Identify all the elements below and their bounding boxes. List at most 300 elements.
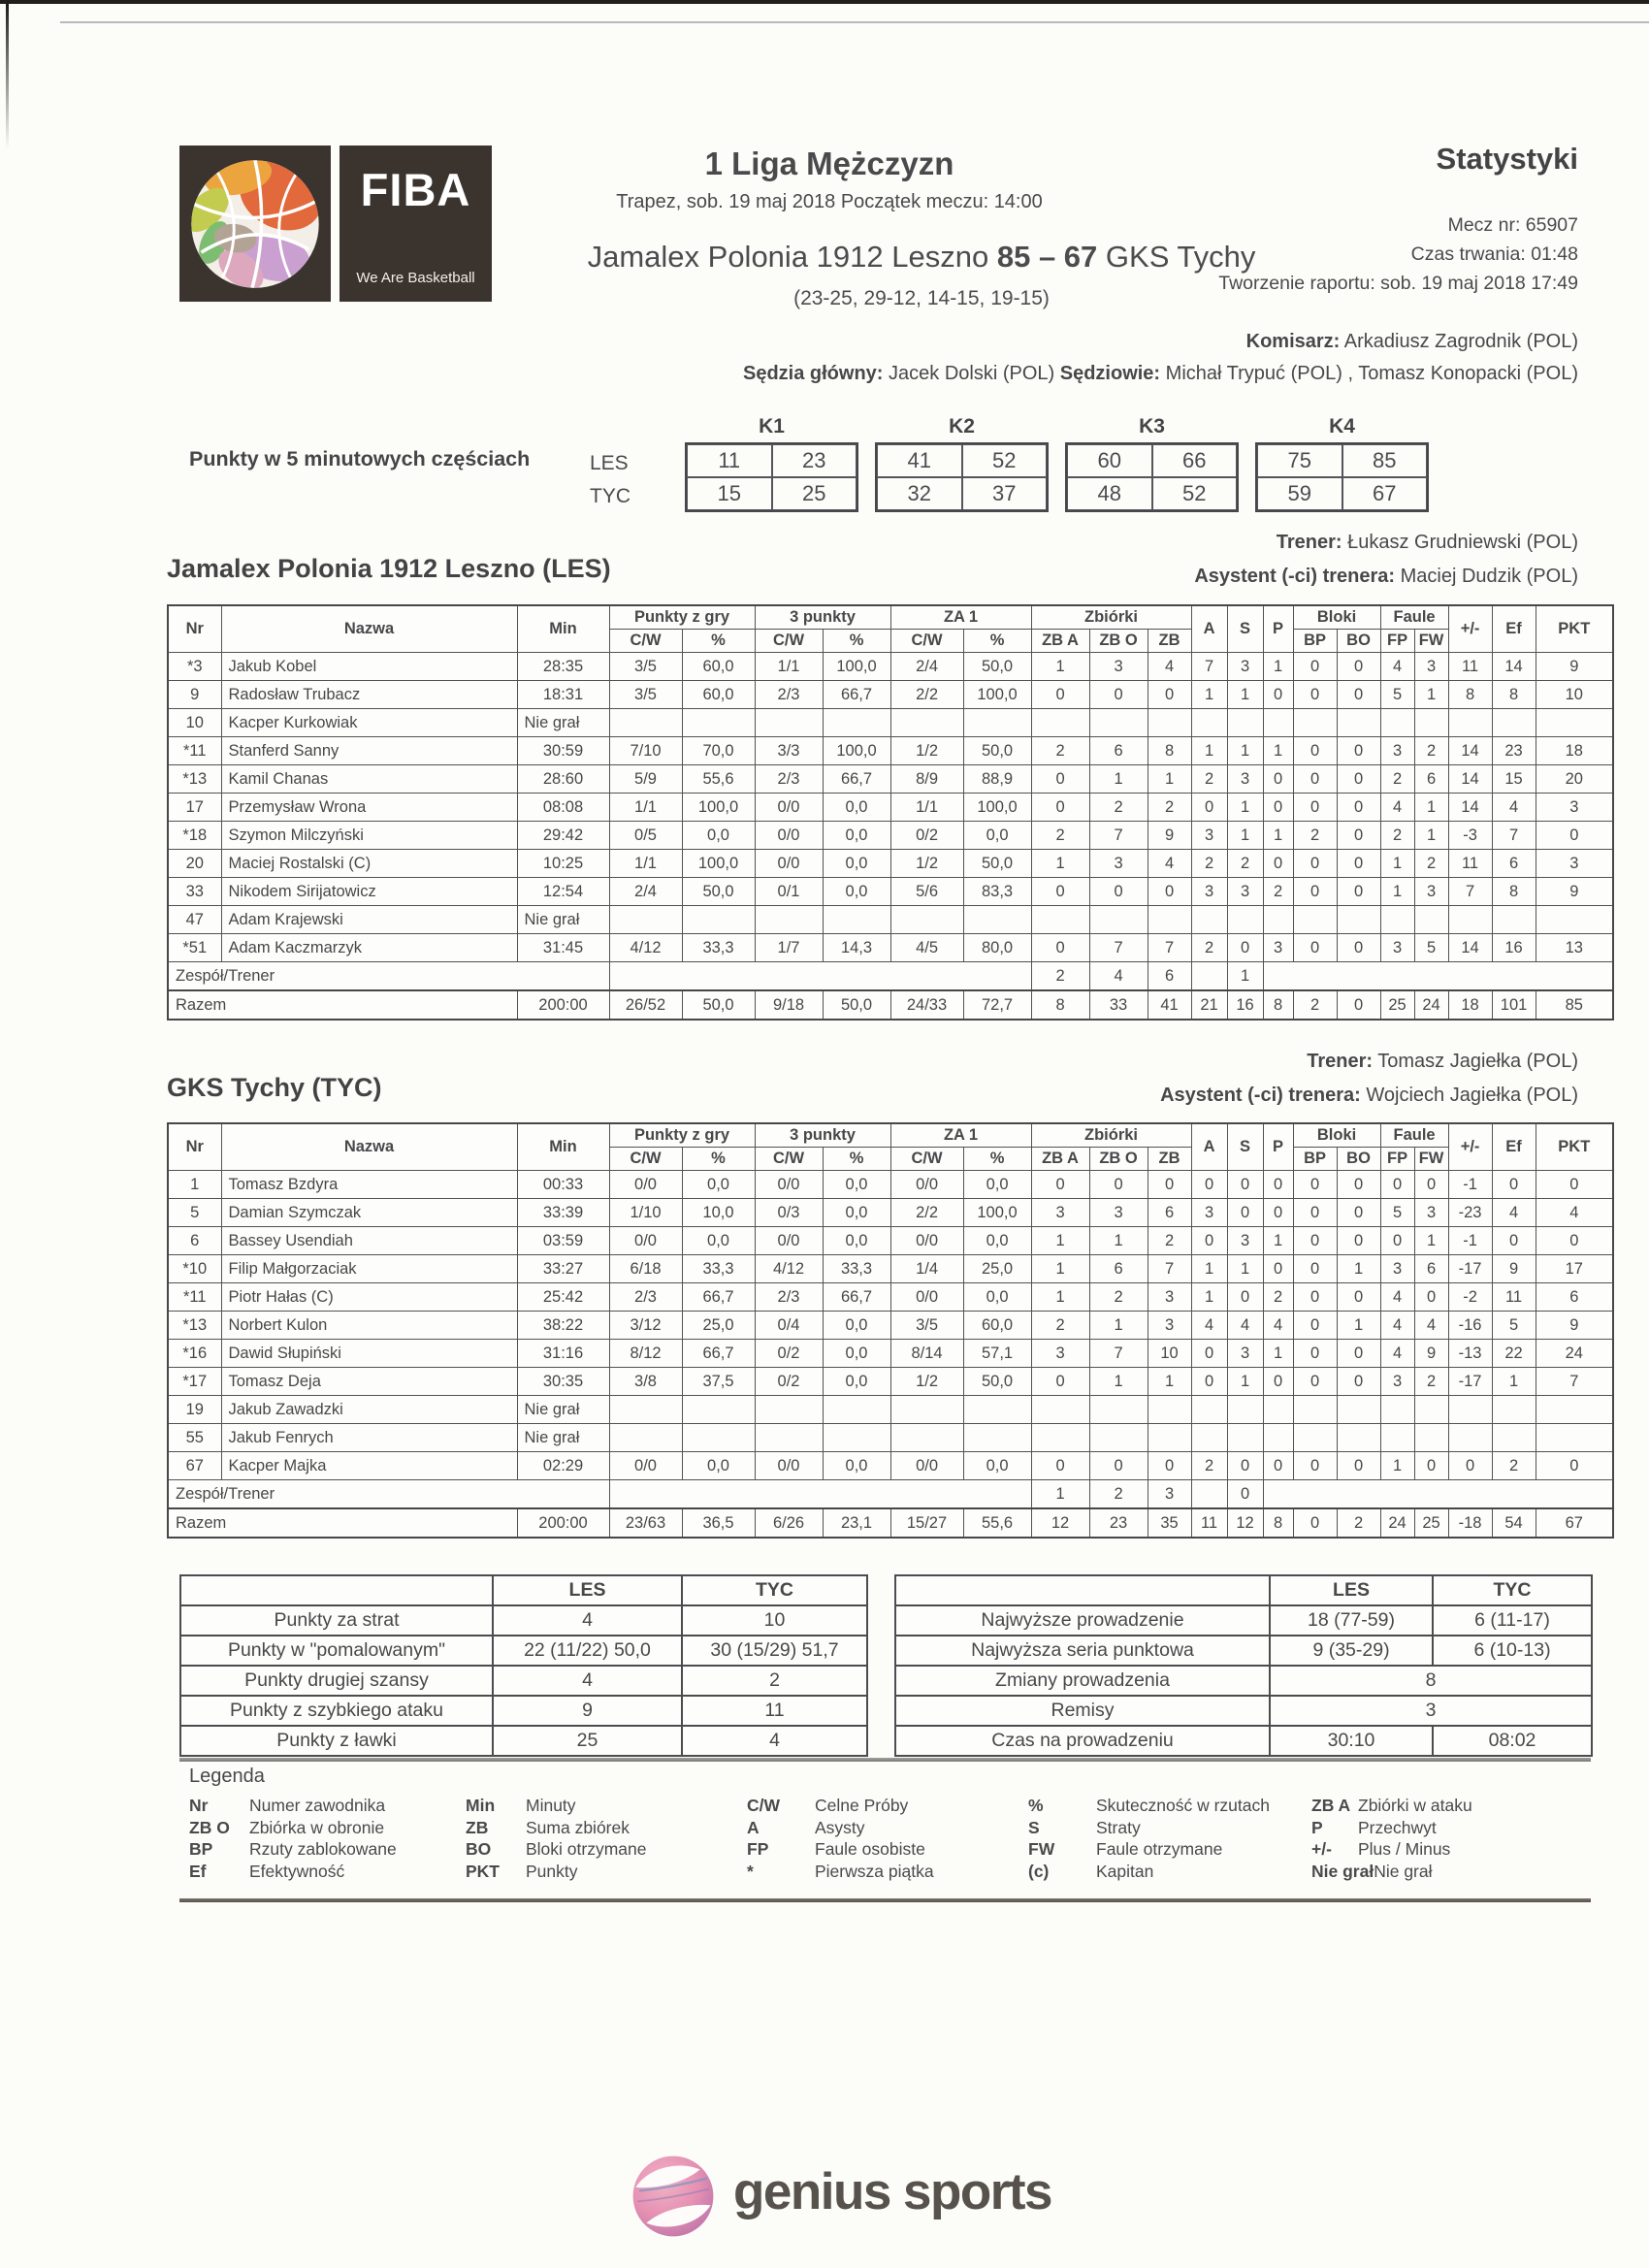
legend-entry	[466, 1817, 747, 1839]
legend-entry	[747, 1817, 1028, 1839]
stat-cell: 37,5	[682, 1368, 755, 1396]
stat-cell: 5/6	[890, 878, 963, 906]
stat-cell	[1089, 1396, 1148, 1424]
legend-entry	[189, 1817, 466, 1839]
player-number: 19	[168, 1396, 221, 1424]
stat-cell: 1	[1148, 765, 1191, 794]
legend-definition: Zbiórka w obronie	[249, 1817, 385, 1837]
stat-cell	[755, 709, 823, 737]
stat-cell	[1448, 709, 1492, 737]
stat-cell: 0	[1293, 765, 1337, 794]
legend	[189, 1795, 1605, 1882]
stat-cell: 1/4	[890, 1255, 963, 1283]
th: BO	[1337, 1148, 1380, 1171]
legend-abbr: FP	[747, 1839, 769, 1859]
stat-cell: 0	[1414, 1283, 1448, 1312]
team-coach-label: Zespół/Trener	[168, 1480, 609, 1509]
stat-cell: 0,0	[823, 1368, 890, 1396]
venue-datetime: Trapez, sob. 19 maj 2018 Początek meczu: 14:00	[616, 191, 1043, 212]
metric-value: 11	[682, 1696, 867, 1726]
player-name: Kamil Chanas	[221, 765, 517, 794]
stat-cell: 17	[1536, 1255, 1613, 1283]
stat-cell: 8	[1148, 737, 1191, 765]
comparison-row	[895, 1726, 1592, 1756]
player-row	[168, 1340, 1613, 1368]
player-row	[168, 934, 1613, 962]
legend-abbr: C/W	[747, 1796, 781, 1815]
metric-value: 3	[1270, 1696, 1592, 1726]
stat-cell: 3	[1227, 878, 1263, 906]
stat-cell: 0	[1191, 1340, 1227, 1368]
totals-row	[168, 990, 1613, 1020]
stat-cell: 8/14	[890, 1340, 963, 1368]
comparison-row	[180, 1605, 867, 1636]
stat-cell: 3	[1031, 1199, 1089, 1227]
player-name: Radosław Trubacz	[221, 681, 517, 709]
legend-entry	[1028, 1817, 1311, 1839]
stat-cell	[1414, 1396, 1448, 1424]
legend-entry	[747, 1795, 1028, 1817]
player-number: 6	[168, 1227, 221, 1255]
tbody	[168, 653, 1613, 1021]
player-name: Jakub Zawadzki	[221, 1396, 517, 1424]
metric-label: Najwyższe prowadzenie	[895, 1605, 1270, 1636]
legend-entry	[466, 1838, 747, 1861]
stat-cell: 10,0	[682, 1199, 755, 1227]
stat-cell	[1414, 906, 1448, 934]
stat-cell: 23	[1089, 1508, 1148, 1538]
player-row	[168, 906, 1613, 934]
th: BP	[1293, 1148, 1337, 1171]
stat-cell: 70,0	[682, 737, 755, 765]
stat-cell: 2	[1293, 990, 1337, 1020]
stat-cell: 0/4	[755, 1312, 823, 1340]
tbody	[895, 1605, 1592, 1756]
stat-cell: 0/0	[890, 1227, 963, 1255]
stat-cell: 2	[1089, 794, 1148, 822]
stat-cell: 1	[1031, 1480, 1089, 1509]
fiba-ball-square	[179, 146, 331, 302]
stat-cell: 0/0	[890, 1283, 963, 1312]
player-name: Norbert Kulon	[221, 1312, 517, 1340]
stat-cell: 2	[1191, 1452, 1227, 1480]
stat-cell: 3	[1148, 1480, 1191, 1509]
metric-value: 18 (77-59)	[1270, 1605, 1433, 1636]
score-cell: 60	[1067, 444, 1152, 477]
minutes: 200:00	[517, 1508, 609, 1538]
stat-cell: 2/4	[609, 878, 682, 906]
player-row	[168, 709, 1613, 737]
stat-cell	[1380, 906, 1414, 934]
stat-cell	[823, 1424, 890, 1452]
stat-cell	[1263, 962, 1613, 991]
stat-cell: 0/0	[755, 1452, 823, 1480]
stat-cell: 3	[1031, 1340, 1089, 1368]
stat-cell: 54	[1492, 1508, 1536, 1538]
player-number: *11	[168, 737, 221, 765]
stat-cell: 0	[1337, 1368, 1380, 1396]
metric-value: 4	[493, 1605, 682, 1636]
stat-cell: -13	[1448, 1340, 1492, 1368]
stat-cell: 0	[1380, 1171, 1414, 1199]
stat-cell: 14	[1448, 934, 1492, 962]
stat-cell: 0,0	[963, 1227, 1031, 1255]
quarter-label: K4	[1329, 415, 1355, 437]
stat-cell: 0	[1536, 1171, 1613, 1199]
stat-cell: 1/10	[609, 1199, 682, 1227]
stat-cell: 3	[1227, 1227, 1263, 1255]
legend-abbr: BP	[189, 1839, 213, 1859]
stat-cell	[1227, 709, 1263, 737]
quarter-label: K2	[949, 415, 975, 437]
stat-cell: 0	[1536, 1227, 1613, 1255]
stat-cell: 2	[1293, 822, 1337, 850]
stat-cell: 3	[1536, 850, 1613, 878]
player-number: 33	[168, 878, 221, 906]
stat-cell: 1	[1337, 1312, 1380, 1340]
quarter-box	[1065, 442, 1239, 512]
stat-cell: 7	[1492, 822, 1536, 850]
th: ZB A	[1031, 630, 1089, 653]
stat-cell: 2	[1337, 1508, 1380, 1538]
player-number: *16	[168, 1340, 221, 1368]
stat-cell: 0/0	[755, 822, 823, 850]
quarter-row-team-les: LES	[590, 452, 629, 474]
stat-cell: 1	[1227, 822, 1263, 850]
player-row	[168, 681, 1613, 709]
stat-cell: 4	[1380, 1340, 1414, 1368]
stat-cell	[1380, 1424, 1414, 1452]
stat-cell: 0	[1227, 1480, 1263, 1509]
stat-cell: 66,7	[823, 1283, 890, 1312]
stat-cell: 16	[1227, 990, 1263, 1020]
stat-cell: 0	[1089, 1452, 1148, 1480]
stat-cell	[1448, 1424, 1492, 1452]
stat-cell: 0/0	[755, 850, 823, 878]
stat-cell: 1	[1089, 1312, 1148, 1340]
minutes: 03:59	[517, 1227, 609, 1255]
did-not-play: Nie grał	[517, 906, 609, 934]
legend-abbr: (c)	[1028, 1861, 1050, 1881]
stat-cell	[609, 962, 1031, 991]
legend-entry	[466, 1861, 747, 1883]
stat-cell: 4	[1148, 653, 1191, 681]
stat-cell: 0	[1293, 1452, 1337, 1480]
coach-label: Trener:	[1307, 1051, 1374, 1072]
stat-cell	[1492, 906, 1536, 934]
minutes: 00:33	[517, 1171, 609, 1199]
stat-cell: 9/18	[755, 990, 823, 1020]
stat-cell: 2	[1191, 850, 1227, 878]
stat-cell: 2	[1492, 1452, 1536, 1480]
stat-cell: 3	[1089, 1199, 1148, 1227]
stat-cell: 11	[1448, 850, 1492, 878]
stat-cell: 60,0	[963, 1312, 1031, 1340]
stat-cell: 0,0	[823, 1340, 890, 1368]
league-title: 1 Liga Mężczyzn	[704, 146, 954, 181]
th: Nazwa	[221, 605, 517, 653]
player-number: *17	[168, 1368, 221, 1396]
coach-name: Łukasz Grudniewski (POL)	[1347, 532, 1578, 553]
final-score: 85 – 67	[996, 240, 1098, 274]
stat-cell: 1	[1089, 1368, 1148, 1396]
stat-cell	[890, 1396, 963, 1424]
stat-cell: 3/5	[890, 1312, 963, 1340]
th: Ef	[1492, 1123, 1536, 1171]
tbody	[180, 1605, 867, 1756]
stat-cell: 3	[1089, 653, 1148, 681]
player-number: 5	[168, 1199, 221, 1227]
stat-cell: 0/1	[755, 878, 823, 906]
metric-value: 30 (15/29) 51,7	[682, 1636, 867, 1666]
metric-label: Punkty za strat	[180, 1605, 493, 1636]
comparison-row	[180, 1636, 867, 1666]
stat-cell: 0	[1337, 1452, 1380, 1480]
stat-cell: 55,6	[682, 765, 755, 794]
stat-cell: 6/26	[755, 1508, 823, 1538]
th: FW	[1414, 630, 1448, 653]
legend-definition: Minuty	[526, 1796, 576, 1815]
stat-cell: 3	[1227, 653, 1263, 681]
metric-label: Zmiany prowadzenia	[895, 1666, 1270, 1696]
th: C/W	[755, 1148, 823, 1171]
stat-cell: 1	[1227, 1368, 1263, 1396]
stat-cell: 7	[1448, 878, 1492, 906]
stat-cell	[1031, 1424, 1089, 1452]
stat-cell: 0	[1536, 1452, 1613, 1480]
did-not-play: Nie grał	[517, 1424, 609, 1452]
stat-cell: 0/0	[609, 1171, 682, 1199]
stat-cell: 7	[1089, 1340, 1148, 1368]
stat-cell: 1	[1263, 737, 1293, 765]
stat-cell: 0/5	[609, 822, 682, 850]
les-assistant-line	[1194, 566, 1578, 588]
tyc-team-heading: GKS Tychy (TYC)	[167, 1073, 382, 1102]
th: %	[963, 630, 1031, 653]
stat-cell: 0	[1337, 1340, 1380, 1368]
score-cell: 59	[1257, 477, 1342, 510]
player-row	[168, 878, 1613, 906]
stat-cell: 11	[1448, 653, 1492, 681]
stat-cell: 100,0	[823, 653, 890, 681]
metric-label: Remisy	[895, 1696, 1270, 1726]
legend-abbr: FW	[1028, 1839, 1055, 1859]
legend-abbr: Ef	[189, 1861, 207, 1881]
stat-cell: 4	[1380, 653, 1414, 681]
stat-cell: 0	[1089, 1171, 1148, 1199]
stat-cell	[1263, 709, 1293, 737]
minutes: 33:27	[517, 1255, 609, 1283]
player-number: 20	[168, 850, 221, 878]
stat-cell: 6	[1492, 850, 1536, 878]
stat-cell: 3	[1263, 934, 1293, 962]
stat-cell	[1263, 1480, 1613, 1509]
th: PKT	[1536, 1123, 1613, 1171]
player-row	[168, 1424, 1613, 1452]
th: ZB	[1148, 630, 1191, 653]
stat-cell: 0	[1031, 1171, 1089, 1199]
genius-sports-swirl-icon	[629, 2152, 718, 2241]
stat-cell: 33,3	[682, 934, 755, 962]
stat-cell: 1	[1263, 653, 1293, 681]
stat-cell: 14	[1448, 737, 1492, 765]
stat-cell: 0	[1293, 1340, 1337, 1368]
th: C/W	[890, 1148, 963, 1171]
stat-cell	[1148, 709, 1191, 737]
legend-entry	[189, 1838, 466, 1861]
stat-cell: 50,0	[963, 1368, 1031, 1396]
stat-cell: 3	[1380, 934, 1414, 962]
stat-cell: 0	[1293, 934, 1337, 962]
les-box-score-table	[167, 604, 1614, 1021]
stat-cell: 50,0	[682, 878, 755, 906]
stat-cell	[1227, 1424, 1263, 1452]
stat-cell: 2	[1414, 850, 1448, 878]
comparison-row	[895, 1605, 1592, 1636]
player-number: *13	[168, 765, 221, 794]
assistant-label: Asystent (-ci) trenera:	[1160, 1085, 1361, 1106]
player-row	[168, 1227, 1613, 1255]
stat-cell: 0,0	[823, 1227, 890, 1255]
stat-cell: 0	[1148, 1171, 1191, 1199]
legend-definition: Nie grał	[1374, 1861, 1433, 1881]
th: FW	[1414, 1148, 1448, 1171]
legend-entry	[747, 1861, 1028, 1883]
legend-abbr: Nr	[189, 1796, 209, 1815]
stat-cell: 0	[1293, 1368, 1337, 1396]
stat-cell: 23,1	[823, 1508, 890, 1538]
stat-cell: 4	[1380, 1283, 1414, 1312]
separator-line	[179, 1898, 1591, 1902]
stat-cell: 2/2	[890, 1199, 963, 1227]
stat-cell	[1148, 906, 1191, 934]
comparison-row	[180, 1666, 867, 1696]
stat-cell: 1	[1031, 1227, 1089, 1255]
th: S	[1227, 605, 1263, 653]
player-row	[168, 1171, 1613, 1199]
stat-cell: 6/18	[609, 1255, 682, 1283]
stat-cell: 0	[1293, 878, 1337, 906]
stat-cell: 35	[1148, 1508, 1191, 1538]
comparison-row	[895, 1696, 1592, 1726]
stat-cell	[1536, 1396, 1613, 1424]
stat-cell: 23/63	[609, 1508, 682, 1538]
quarter-group-K3	[1065, 415, 1239, 512]
metric-value: 30:10	[1270, 1726, 1433, 1756]
tr	[895, 1575, 1592, 1605]
points-comparison-table	[179, 1574, 868, 1757]
stat-cell: 6	[1536, 1283, 1613, 1312]
assistant-name: Wojciech Jagiełka (POL)	[1366, 1085, 1578, 1106]
legend-abbr: *	[747, 1861, 754, 1881]
column-header: TYC	[682, 1575, 867, 1605]
stat-cell: 0	[1191, 1368, 1227, 1396]
stat-cell	[1191, 962, 1227, 991]
stat-cell: 8/12	[609, 1340, 682, 1368]
stat-cell: 13	[1536, 934, 1613, 962]
stat-cell: 0	[1293, 1171, 1337, 1199]
stat-cell: 25	[1414, 1508, 1448, 1538]
stat-cell: 66,7	[682, 1283, 755, 1312]
stat-cell: 11	[1191, 1508, 1227, 1538]
stat-cell	[1263, 906, 1293, 934]
stat-cell: 1	[1148, 1368, 1191, 1396]
stat-cell: 4	[1148, 850, 1191, 878]
score-cell: 52	[1152, 477, 1238, 510]
stat-cell	[609, 906, 682, 934]
th: %	[682, 1148, 755, 1171]
legend-definition: Rzuty zablokowane	[249, 1839, 397, 1859]
minutes: 200:00	[517, 990, 609, 1020]
metric-value: 25	[493, 1726, 682, 1756]
stat-cell: 1	[1031, 850, 1089, 878]
stat-cell	[1536, 906, 1613, 934]
away-team-name: GKS Tychy	[1105, 240, 1256, 274]
stat-cell: 0/2	[890, 822, 963, 850]
stat-cell	[1293, 709, 1337, 737]
score-cell: 37	[962, 477, 1048, 510]
stat-cell	[682, 709, 755, 737]
stat-cell	[823, 1396, 890, 1424]
player-row	[168, 1312, 1613, 1340]
stat-cell: 1	[1414, 681, 1448, 709]
legend-definition: Skuteczność w rzutach	[1096, 1796, 1270, 1815]
stat-cell	[963, 709, 1031, 737]
stat-cell	[823, 906, 890, 934]
stat-cell: 0,0	[823, 850, 890, 878]
stat-cell: 0	[1031, 681, 1089, 709]
leads-comparison-table	[894, 1574, 1593, 1757]
comparison-row	[180, 1696, 867, 1726]
th: A	[1191, 605, 1227, 653]
match-duration: Czas trwania: 01:48	[1410, 243, 1578, 265]
stat-cell: 4	[1263, 1312, 1293, 1340]
player-name: Maciej Rostalski (C)	[221, 850, 517, 878]
score-line	[369, 240, 1474, 275]
th: Punkty z gry	[609, 605, 755, 630]
stat-cell: 14	[1492, 653, 1536, 681]
legend-entry	[189, 1861, 466, 1883]
legend-definition: Straty	[1096, 1817, 1141, 1837]
th: Ef	[1492, 605, 1536, 653]
player-name: Tomasz Bzdyra	[221, 1171, 517, 1199]
stat-cell: 0	[1337, 1199, 1380, 1227]
stat-cell: 0	[1492, 1227, 1536, 1255]
stat-cell	[755, 1424, 823, 1452]
stat-cell: 0	[1337, 850, 1380, 878]
stat-cell: 0,0	[963, 822, 1031, 850]
stat-cell: 0	[1227, 1283, 1263, 1312]
stat-cell: 0	[1263, 1368, 1293, 1396]
did-not-play: Nie grał	[517, 1396, 609, 1424]
tr	[168, 605, 1613, 630]
stat-cell: 0	[1031, 1452, 1089, 1480]
legend-column	[1028, 1795, 1311, 1882]
player-name: Szymon Milczyński	[221, 822, 517, 850]
stat-cell: 0	[1191, 1171, 1227, 1199]
stat-cell: 4/12	[609, 934, 682, 962]
totals-row	[168, 1508, 1613, 1538]
stat-cell: 1	[1380, 1452, 1414, 1480]
player-number: 10	[168, 709, 221, 737]
genius-sports-wordmark: genius sports	[733, 2162, 1052, 2220]
stat-cell	[1191, 1480, 1227, 1509]
player-name: Przemysław Wrona	[221, 794, 517, 822]
stat-cell: 33,3	[823, 1255, 890, 1283]
th: Nr	[168, 1123, 221, 1171]
commissioner-line	[1246, 331, 1578, 353]
quarter-box	[1255, 442, 1429, 512]
